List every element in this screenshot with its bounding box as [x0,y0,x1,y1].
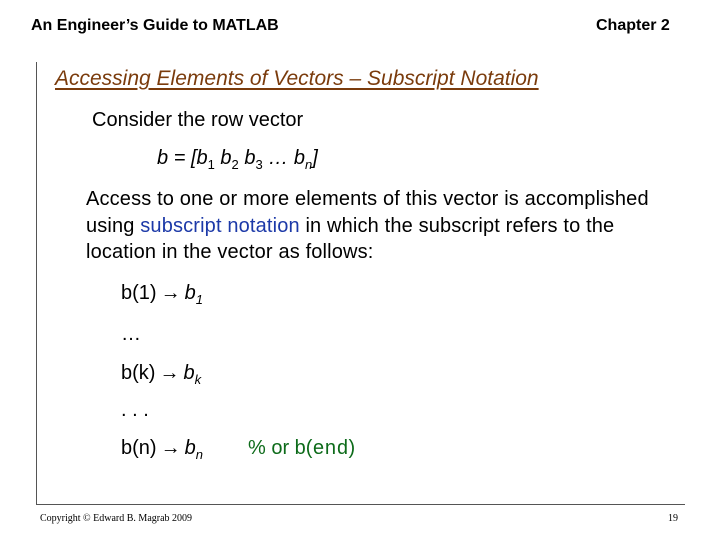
page-number: 19 [668,513,678,524]
vector-element-1: $b_1$ [196,147,215,172]
slide-title: Accessing Elements of Vectors – Subscript Notation [55,67,539,90]
subscript-notation-term: subscript notation [140,214,300,237]
vector-definition [157,147,318,172]
right-arrow-icon: → [159,362,180,384]
mapping-last: $b(n) \to b_n$ [121,437,203,462]
vector-element-3: $b_3$ [244,147,263,172]
mapping-first: $b(1) \to b_1$ [121,282,203,307]
end-keyword-comment: % or b(end) [248,437,356,461]
vector-element-n: $b_n$ [293,147,313,172]
vector-ellipsis: … [268,147,289,169]
vector-equals: = [173,147,186,169]
right-arrow-icon: → [160,437,181,459]
explanation-paragraph: Access to one or more elements of this vector is accomplished using subscript notation in which the subscript refers to the location in the vector as follows: [86,188,649,263]
mapping-ellipsis-1: … [121,323,141,345]
mapping-ellipsis-2: . . . [121,399,149,421]
vector-open-bracket: [ [190,147,197,169]
book-title: An Engineer’s Guide to MATLAB [31,17,279,34]
vector-close-bracket: ] [312,147,318,169]
copyright-notice: Copyright © Edward B. Magrab 2009 [40,513,193,524]
right-arrow-icon: → [160,282,181,304]
vector-element-2: $b_2$ [220,147,239,172]
vector-lhs: b [157,147,169,169]
chapter-label: Chapter 2 [596,17,670,34]
intro-text: Consider the row vector [92,109,304,131]
mapping-kth: $b(k) \to b_k$ [121,362,202,387]
